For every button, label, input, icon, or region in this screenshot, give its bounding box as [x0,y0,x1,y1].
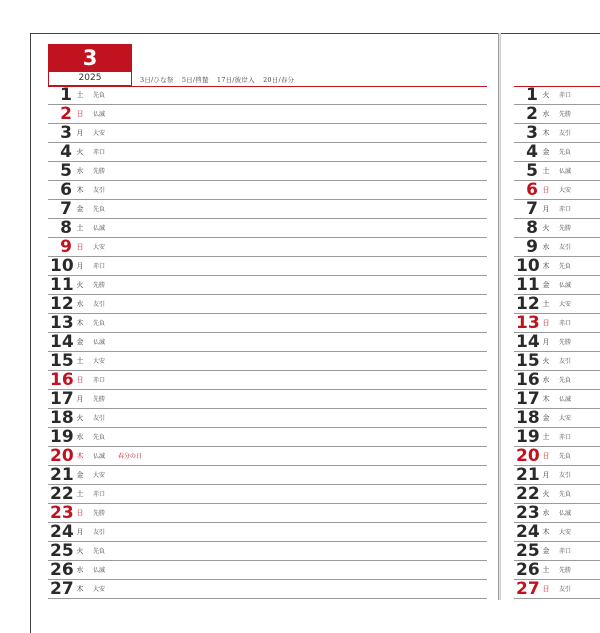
day-number: 23 [516,503,540,523]
day-number: 24 [516,522,540,542]
event-item: 3日/ひな祭 [140,76,174,84]
day-number: 9 [526,237,538,257]
weekday-label: 土 [542,300,550,308]
rokuyo-label: 先勝 [559,339,572,346]
day-row [48,466,487,485]
day-row [514,523,600,542]
weekday-label: 土 [542,433,550,441]
day-number: 22 [50,484,74,504]
day-number: 17 [516,389,540,409]
weekday-label: 月 [76,129,84,137]
day-number: 27 [516,579,540,599]
weekday-label: 日 [542,319,550,327]
rokuyo-label: 大安 [559,415,572,422]
day-row [514,428,600,447]
day-row [514,409,600,428]
day-row [514,257,600,276]
weekday-label: 木 [76,452,84,460]
rokuyo-label: 赤口 [559,548,572,555]
rokuyo-label: 大安 [93,130,106,137]
rokuyo-label: 赤口 [559,92,572,99]
rokuyo-label: 赤口 [93,263,106,270]
day-row [514,181,600,200]
weekday-label: 土 [76,224,84,232]
rokuyo-label: 赤口 [559,434,572,441]
day-number: 25 [516,541,540,561]
day-number: 10 [50,256,74,276]
day-row [48,105,487,124]
day-row [48,181,487,200]
weekday-label: 火 [542,91,550,99]
day-row [48,200,487,219]
weekday-label: 火 [542,224,550,232]
rokuyo-label: 友引 [93,301,106,308]
rokuyo-label: 仏滅 [559,168,572,175]
weekday-label: 水 [76,566,84,574]
event-item: 5日/啓蟄 [181,76,209,84]
rokuyo-label: 大安 [93,586,106,593]
rokuyo-label: 先勝 [559,111,572,118]
rokuyo-label: 先負 [93,320,106,327]
day-row [48,390,487,409]
day-number: 21 [516,465,540,485]
rokuyo-label: 大安 [559,301,572,308]
rokuyo-label: 先負 [559,263,572,270]
day-row [514,295,600,314]
rokuyo-label: 仏滅 [559,396,572,403]
day-row [514,219,600,238]
day-row [48,162,487,181]
weekday-label: 月 [76,395,84,403]
weekday-label: 水 [76,300,84,308]
rokuyo-label: 大安 [93,472,106,479]
day-number: 24 [50,522,74,542]
day-row [48,561,487,580]
weekday-label: 木 [76,319,84,327]
weekday-label: 金 [76,205,84,213]
day-number: 13 [516,313,540,333]
weekday-label: 火 [76,281,84,289]
page-spine [498,33,501,600]
day-row [514,561,600,580]
day-number: 7 [60,199,72,219]
day-row [514,542,600,561]
weekday-label: 水 [542,243,550,251]
day-row [514,371,600,390]
rokuyo-label: 仏滅 [93,567,106,574]
day-row [514,162,600,181]
weekday-label: 日 [76,376,84,384]
day-row [514,352,600,371]
weekday-label: 土 [76,91,84,99]
day-number: 2 [526,104,538,124]
day-number: 3 [526,123,538,143]
day-row [48,257,487,276]
weekday-label: 月 [542,338,550,346]
rokuyo-label: 赤口 [93,377,106,384]
day-number: 16 [516,370,540,390]
day-row [514,143,600,162]
day-number: 25 [50,541,74,561]
day-number: 14 [516,332,540,352]
day-row [514,504,600,523]
weekday-label: 木 [542,395,550,403]
rokuyo-label: 赤口 [93,149,106,156]
weekday-label: 木 [542,129,550,137]
weekday-label: 木 [542,262,550,270]
day-number: 15 [516,351,540,371]
day-number: 11 [50,275,74,295]
rokuyo-label: 先負 [559,149,572,156]
day-row [514,466,600,485]
rokuyo-label: 赤口 [559,206,572,213]
rokuyo-label: 友引 [93,187,106,194]
day-number: 11 [516,275,540,295]
rokuyo-label: 友引 [559,358,572,365]
day-number: 17 [50,389,74,409]
day-number: 9 [60,237,72,257]
rokuyo-label: 先勝 [93,510,106,517]
day-row [514,390,600,409]
weekday-label: 水 [542,376,550,384]
rokuyo-label: 友引 [559,130,572,137]
day-number: 16 [50,370,74,390]
day-number: 19 [50,427,74,447]
day-row [48,580,487,599]
day-number: 23 [50,503,74,523]
day-number: 6 [526,180,538,200]
day-number: 26 [516,560,540,580]
weekday-label: 日 [76,243,84,251]
weekday-label: 金 [542,148,550,156]
day-number: 7 [526,199,538,219]
day-row [48,504,487,523]
rokuyo-label: 先勝 [93,168,106,175]
day-row [514,200,600,219]
day-number: 19 [516,427,540,447]
rokuyo-label: 先勝 [93,282,106,289]
day-number: 21 [50,465,74,485]
day-row [48,523,487,542]
weekday-label: 月 [542,205,550,213]
rokuyo-label: 仏滅 [93,453,106,460]
weekday-label: 土 [542,167,550,175]
weekday-label: 金 [542,281,550,289]
day-row [514,124,600,143]
day-row [48,485,487,504]
day-number: 4 [526,142,538,162]
weekday-label: 土 [76,490,84,498]
rokuyo-label: 先負 [93,548,106,555]
weekday-label: 日 [76,509,84,517]
day-number: 4 [60,142,72,162]
day-number: 1 [526,85,538,105]
rokuyo-label: 先勝 [559,225,572,232]
day-number: 5 [60,161,72,181]
day-number: 26 [50,560,74,580]
day-list-left [48,86,487,599]
weekday-label: 水 [76,167,84,175]
day-number: 5 [526,161,538,181]
rokuyo-label: 大安 [93,244,106,251]
weekday-label: 火 [542,357,550,365]
month-label: 3 [48,44,132,72]
weekday-label: 水 [542,509,550,517]
rokuyo-label: 先負 [559,377,572,384]
day-number: 1 [60,85,72,105]
event-item: 17日/彼岸入 [216,76,255,84]
year-label: 2025 [48,72,132,86]
weekday-label: 木 [76,585,84,593]
month-events [140,75,300,84]
rokuyo-label: 友引 [93,529,106,536]
day-number: 14 [50,332,74,352]
day-number: 8 [60,218,72,238]
weekday-label: 金 [76,471,84,479]
weekday-label: 水 [76,433,84,441]
day-row [514,86,600,105]
rokuyo-label: 友引 [559,244,572,251]
weekday-label: 火 [76,148,84,156]
day-row [48,333,487,352]
day-row [48,352,487,371]
day-number: 8 [526,218,538,238]
day-number: 15 [50,351,74,371]
weekday-label: 日 [542,452,550,460]
weekday-label: 日 [76,110,84,118]
rokuyo-label: 先負 [93,434,106,441]
day-row [48,295,487,314]
day-row [48,219,487,238]
day-number: 20 [516,446,540,466]
day-row [48,447,487,466]
day-number: 12 [516,294,540,314]
weekday-label: 金 [76,338,84,346]
day-row [514,333,600,352]
weekday-label: 木 [76,186,84,194]
day-number: 18 [516,408,540,428]
weekday-label: 火 [76,547,84,555]
weekday-label: 土 [76,357,84,365]
day-number: 3 [60,123,72,143]
day-number: 27 [50,579,74,599]
rokuyo-label: 大安 [559,187,572,194]
day-list-right [514,86,600,599]
rokuyo-label: 先負 [559,491,572,498]
day-row [514,580,600,599]
rokuyo-label: 友引 [559,586,572,593]
weekday-label: 金 [542,547,550,555]
rokuyo-label: 仏滅 [559,510,572,517]
day-number: 12 [50,294,74,314]
rokuyo-label: 仏滅 [93,339,106,346]
day-row [48,143,487,162]
day-row [514,314,600,333]
day-row [48,276,487,295]
day-row [514,485,600,504]
weekday-label: 火 [76,414,84,422]
day-row [48,371,487,390]
day-number: 2 [60,104,72,124]
day-number: 10 [516,256,540,276]
day-row [48,314,487,333]
rokuyo-label: 先負 [93,92,106,99]
rokuyo-label: 赤口 [93,491,106,498]
weekday-label: 水 [542,110,550,118]
weekday-label: 月 [76,262,84,270]
day-row [514,276,600,295]
holiday-label: 春分の日 [118,453,143,460]
rokuyo-label: 先勝 [559,567,572,574]
weekday-label: 月 [76,528,84,536]
rokuyo-label: 仏滅 [93,225,106,232]
weekday-label: 月 [542,471,550,479]
weekday-label: 金 [542,414,550,422]
rokuyo-label: 先勝 [93,396,106,403]
rokuyo-label: 先負 [559,453,572,460]
event-item: 20日/春分 [263,76,295,84]
rokuyo-label: 友引 [559,472,572,479]
day-row [48,86,487,105]
rokuyo-label: 大安 [559,529,572,536]
rokuyo-label: 大安 [93,358,106,365]
weekday-label: 日 [542,186,550,194]
day-number: 22 [516,484,540,504]
rokuyo-label: 友引 [93,415,106,422]
day-row [48,409,487,428]
rokuyo-label: 赤口 [559,320,572,327]
rokuyo-label: 仏滅 [93,111,106,118]
weekday-label: 土 [542,566,550,574]
day-row [48,124,487,143]
weekday-label: 木 [542,528,550,536]
day-number: 20 [50,446,74,466]
day-number: 6 [60,180,72,200]
day-row [514,238,600,257]
rokuyo-label: 仏滅 [559,282,572,289]
day-row [514,447,600,466]
day-row [48,542,487,561]
weekday-label: 日 [542,585,550,593]
rokuyo-label: 先負 [93,206,106,213]
day-number: 18 [50,408,74,428]
weekday-label: 火 [542,490,550,498]
day-row [48,428,487,447]
day-row [48,238,487,257]
day-number: 13 [50,313,74,333]
day-row [514,105,600,124]
